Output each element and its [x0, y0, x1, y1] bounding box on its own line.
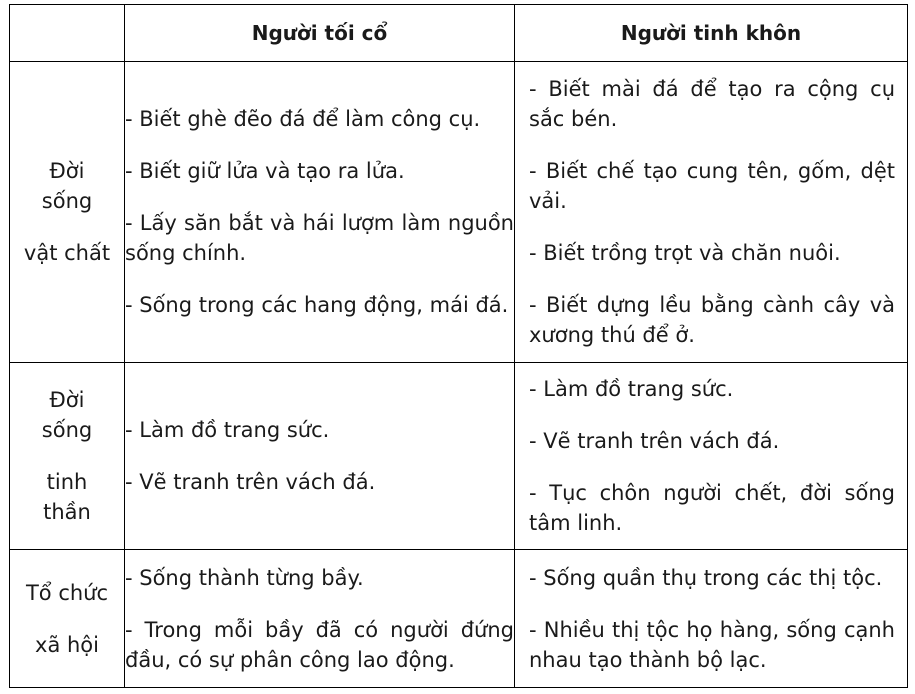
- list-item: - Sống trong các hang động, mái đá.: [125, 293, 509, 317]
- cell-tinh-khon-vat-chat: [515, 62, 908, 363]
- row-label-vat-chat: [10, 62, 125, 363]
- cell-tinh-khon-xa-hoi: [515, 550, 908, 688]
- list-item: - Nhiều thị tộc họ hàng, sống cạnh nhau tạo thành bộ lạc.: [529, 617, 895, 672]
- label-line: vật chất: [23, 241, 111, 265]
- list-item: - Biết giữ lửa và tạo ra lửa.: [125, 159, 405, 183]
- header-row: [10, 5, 908, 62]
- label-line: thần: [43, 500, 91, 524]
- list-item: - Tục chôn người chết, đời sống tâm linh.: [529, 481, 895, 535]
- list-item: - Vẽ tranh trên vách đá.: [529, 429, 780, 453]
- list-item: - Trong mỗi bầy đã có người đứng đầu, có sự phân công lao động.: [125, 617, 514, 672]
- row-label-xa-hoi: [10, 550, 125, 688]
- label-line: Đời: [49, 159, 85, 183]
- row-label-tinh-than: [10, 363, 125, 550]
- list-item: - Biết trồng trọt và chăn nuôi.: [529, 241, 841, 265]
- cell-tinh-khon-tinh-than: [515, 363, 908, 550]
- cell-toi-co-tinh-than: [125, 363, 515, 550]
- list-item: - Vẽ tranh trên vách đá.: [125, 470, 376, 494]
- list-item: - Sống quần thụ trong các thị tộc.: [529, 565, 883, 590]
- header-nguoi-tinh-khon: Người tinh khôn: [515, 5, 908, 62]
- comparison-table: [9, 4, 908, 688]
- cell-toi-co-vat-chat: [125, 62, 515, 363]
- list-item: - Biết dựng lều bằng cành cây và xương thú để ở.: [529, 293, 895, 347]
- cell-toi-co-xa-hoi: [125, 550, 515, 688]
- header-nguoi-toi-co: Người tối cổ: [125, 5, 515, 62]
- label-line: xã hội: [35, 632, 99, 657]
- list-item: - Biết mài đá để tạo ra cộng cụ sắc bén.: [529, 77, 895, 131]
- label-line: Đời: [49, 388, 85, 412]
- corner-cell: [10, 5, 125, 62]
- list-item: - Làm đồ trang sức.: [529, 377, 734, 401]
- label-line: Tổ chức: [25, 580, 109, 605]
- list-item: - Sống thành từng bầy.: [125, 565, 364, 590]
- label-line: tinh: [46, 470, 88, 494]
- list-item: - Làm đồ trang sức.: [125, 418, 330, 442]
- label-line: sống: [41, 189, 93, 213]
- row-doi-song-vat-chat: [10, 62, 908, 363]
- list-item: - Biết ghè đẽo đá để làm công cụ.: [125, 107, 481, 131]
- label-line: sống: [41, 418, 93, 442]
- row-doi-song-tinh-than: [10, 363, 908, 550]
- list-item: - Biết chế tạo cung tên, gốm, dệt vải.: [529, 159, 895, 213]
- list-item: - Lấy săn bắt và hái lượm làm nguồn sống chính.: [125, 211, 514, 265]
- row-to-chuc-xa-hoi: [10, 550, 908, 688]
